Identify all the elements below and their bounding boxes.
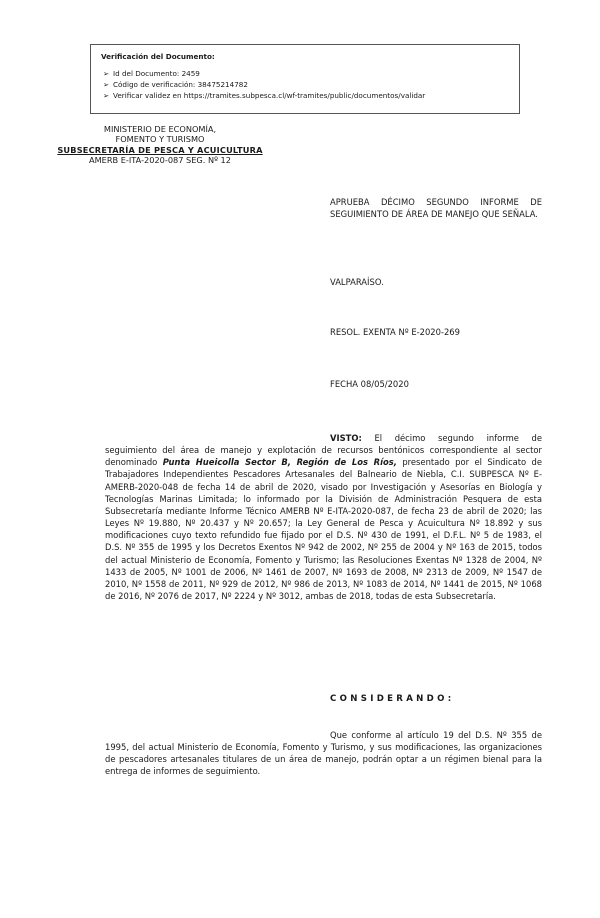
bullet-icon: ➢ [103,80,110,89]
verification-list [101,68,509,101]
verification-link[interactable]: Verificar validez en https://tramites.subpesca.cl/wf-tramites/public/documentos/validar [113,91,426,100]
resolution-city: VALPARAÍSO. [330,277,384,287]
visto-text-1: El décimo segundo informe de seguimiento del área de manejo y explotación de recursos bentónicos correspondiente al sector denominado [105,433,542,468]
verification-title: Verificación del Documento: [101,52,215,61]
visto-text-2: presentado por el Sindicato de Trabajadores Independientes Pescadores Artesanales del Balneario de Niebla, C.I. SUBPESCA Nº E-AMERB-2020-048 de fecha 14 de abril de 2020, visado por Investigación y Asesorías en Biología y Tecnologías Marinas Limitada; lo informado por la División de Administración Pesquera de esta Subsecretaría mediante Informe Técnico AMERB Nº E-ITA-2020-087, de fecha 23 de abril de 2020; las Leyes Nº 19.880, Nº 20.437 y Nº 20.657; la Ley General de Pesca y Acuicultura Nº 18.892 y sus modificaciones cuyo texto refundido fue fijado por el D.S. Nº 430 de 1991, el D.F.L. Nº 5 de 1983, el D.S. Nº 355 de 1995 y los Decretos Exentos Nº 942 de 2002, Nº 255 de 2004 y Nº 163 de 2015, todos del actual Ministerio de Economía, Fomento y Turismo; las Resoluciones Exentas Nº 1328 de 2004, Nº 1433 de 2005, Nº 1001 de 2006, Nº 1461 de 2007, Nº 1693 de 2008, Nº 2313 de 2009, Nº 1547 de 2010, Nº 1558 de 2011, Nº 929 de 2012, Nº 986 de 2013, Nº 1083 de 2014, Nº 1441 de 2015, Nº 1068 de 2016, Nº 2076 de 2017, Nº 2224 y Nº 3012, ambas de 2018, todas de esta Subsecretaría. [105,457,542,602]
ministry-line-1: MINISTERIO DE ECONOMÍA, [103,124,217,134]
bullet-icon: ➢ [103,91,110,100]
verification-item-code [103,79,509,90]
verification-code: Código de verificación: 38475214782 [113,80,248,89]
visto-paragraph [105,432,542,602]
considerando-paragraph-1: Que conforme al artículo 19 del D.S. Nº 355 de 1995, del actual Ministerio de Economía, Fomento y Turismo, y sus modificaciones, las organizaciones de pescadores artesanales titulares de un área de manejo, podrán optar a un régimen bienal para la entrega de informes de seguimiento. [105,730,542,777]
visto-place: Punta Hueicolla Sector B, Región de Los Ríos, [162,457,397,468]
resolution-date: FECHA 08/05/2020 [330,379,409,389]
ministry-line-2: FOMENTO Y TURISMO [115,134,205,145]
document-header [30,124,290,166]
subsecretaria-name: SUBSECRETARÍA DE PESCA Y ACUICULTURA [57,144,263,155]
resolution-number: RESOL. EXENTA Nº E-2020-269 [330,327,460,337]
verification-item-id [103,68,509,79]
document-reference: AMERB E-ITA-2020-087 SEG. Nº 12 [89,155,231,166]
considerando-heading: CONSIDERANDO: [330,694,455,704]
document-id: Id del Documento: 2459 [113,69,200,78]
visto-lead: VISTO: [330,433,362,443]
resolution-title: APRUEBA DÉCIMO SEGUNDO INFORME DE SEGUIMIENTO DE ÁREA DE MANEJO QUE SEÑALA. [330,197,542,219]
bullet-icon: ➢ [103,69,110,78]
verification-item-url[interactable] [103,90,509,101]
verification-box [90,44,520,114]
